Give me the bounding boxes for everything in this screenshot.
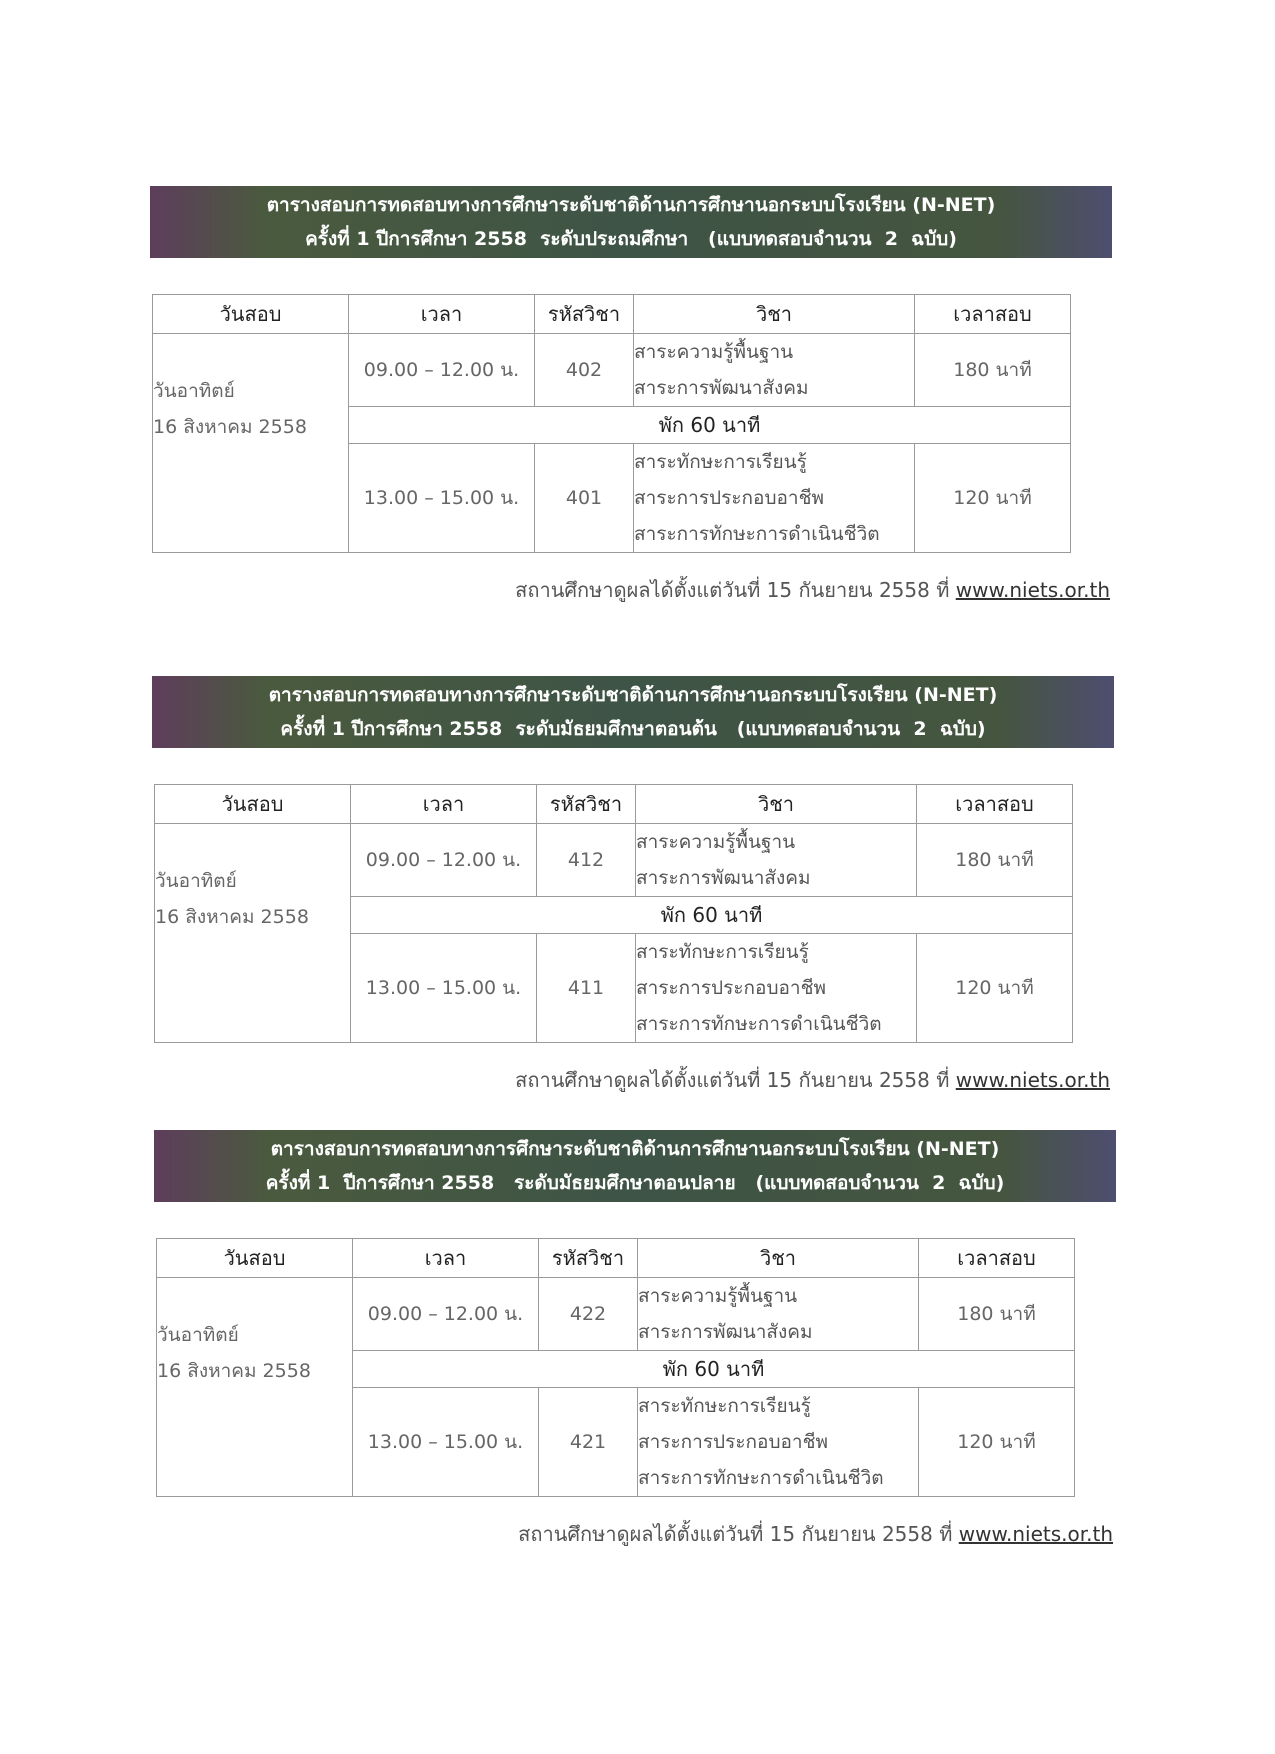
header-duration: เวลาสอบ: [917, 785, 1073, 824]
table-header-row: [157, 1239, 1075, 1278]
header-subject-code: รหัสวิชา: [537, 785, 636, 824]
exam-duration: 120 นาที: [919, 1388, 1075, 1497]
results-note-text: สถานศึกษาดูผลได้ตั้งแต่วันที่ 15 กันยายน 2558 ที่: [515, 1068, 956, 1092]
title-line-1: ตารางสอบการทดสอบทางการศึกษาระดับชาติด้านการศึกษานอกระบบโรงเรียน (N-NET): [268, 684, 998, 706]
header-duration: เวลาสอบ: [915, 295, 1071, 334]
header-subject: วิชา: [634, 295, 915, 334]
exam-date: 16 สิงหาคม 2558: [155, 906, 309, 928]
subject-list: [636, 934, 917, 1043]
exam-date: 16 สิงหาคม 2558: [157, 1360, 311, 1382]
subject-item: สาระการพัฒนาสังคม: [634, 377, 809, 399]
exam-duration: 120 นาที: [915, 444, 1071, 553]
results-note: [518, 1518, 1113, 1550]
subject-item: สาระทักษะการเรียนรู้: [638, 1395, 811, 1417]
header-exam-date: วันสอบ: [157, 1239, 353, 1278]
exam-day: วันอาทิตย์: [155, 870, 237, 892]
title-line-2: ครั้งที่ 1 ปีการศึกษา 2558 ระดับมัธยมศึกษาตอนต้น (แบบทดสอบจำนวน 2 ฉบับ): [280, 718, 986, 740]
schedule-table: [154, 784, 1073, 1043]
header-subject-code: รหัสวิชา: [535, 295, 634, 334]
title-line-2: ครั้งที่ 1 ปีการศึกษา 2558 ระดับมัธยมศึกษาตอนปลาย (แบบทดสอบจำนวน 2 ฉบับ): [265, 1172, 1005, 1194]
header-time: เวลา: [353, 1239, 539, 1278]
exam-duration: 180 นาที: [915, 334, 1071, 407]
session-time: 09.00 – 12.00 น.: [351, 824, 537, 897]
results-note-text: สถานศึกษาดูผลได้ตั้งแต่วันที่ 15 กันยายน 2558 ที่: [518, 1522, 959, 1546]
niets-link[interactable]: www.niets.or.th: [958, 1522, 1113, 1546]
subject-item: สาระทักษะการเรียนรู้: [636, 941, 809, 963]
subject-list: [638, 1388, 919, 1497]
subject-item: สาระการประกอบอาชีพ: [638, 1431, 828, 1453]
exam-day: วันอาทิตย์: [153, 380, 235, 402]
results-note-text: สถานศึกษาดูผลได้ตั้งแต่วันที่ 15 กันยายน 2558 ที่: [515, 578, 956, 602]
header-duration: เวลาสอบ: [919, 1239, 1075, 1278]
header-exam-date: วันสอบ: [155, 785, 351, 824]
subject-item: สาระการพัฒนาสังคม: [636, 867, 811, 889]
header-time: เวลา: [349, 295, 535, 334]
schedule-title-banner: [150, 186, 1112, 258]
table-row: [153, 334, 1071, 407]
session-time: 13.00 – 15.00 น.: [353, 1388, 539, 1497]
exam-date-cell: [155, 824, 351, 1043]
subject-item: สาระความรู้พื้นฐาน: [636, 831, 796, 853]
header-time: เวลา: [351, 785, 537, 824]
header-exam-date: วันสอบ: [153, 295, 349, 334]
subject-item: สาระทักษะการเรียนรู้: [634, 451, 807, 473]
table-row: [157, 1278, 1075, 1351]
niets-link[interactable]: www.niets.or.th: [955, 1068, 1110, 1092]
header-subject: วิชา: [636, 785, 917, 824]
subject-item: สาระการประกอบอาชีพ: [634, 487, 824, 509]
exam-day: วันอาทิตย์: [157, 1324, 239, 1346]
niets-link[interactable]: www.niets.or.th: [955, 578, 1110, 602]
break-label: พัก 60 นาที: [353, 1351, 1075, 1388]
subject-list: [634, 444, 915, 553]
table-row: [155, 824, 1073, 897]
exam-duration: 120 นาที: [917, 934, 1073, 1043]
exam-date-cell: [153, 334, 349, 553]
header-subject-code: รหัสวิชา: [539, 1239, 638, 1278]
subject-code: 411: [537, 934, 636, 1043]
schedule-title-banner: [154, 1130, 1116, 1202]
session-time: 13.00 – 15.00 น.: [351, 934, 537, 1043]
subject-list: [638, 1278, 919, 1351]
subject-list: [636, 824, 917, 897]
subject-item: สาระการทักษะการดำเนินชีวิต: [638, 1467, 884, 1489]
subject-code: 422: [539, 1278, 638, 1351]
exam-duration: 180 นาที: [917, 824, 1073, 897]
subject-code: 402: [535, 334, 634, 407]
table-header-row: [153, 295, 1071, 334]
break-label: พัก 60 นาที: [351, 897, 1073, 934]
schedule-title-banner: [152, 676, 1114, 748]
results-note: [515, 574, 1110, 606]
session-time: 09.00 – 12.00 น.: [349, 334, 535, 407]
subject-code: 421: [539, 1388, 638, 1497]
exam-duration: 180 นาที: [919, 1278, 1075, 1351]
schedule-table: [156, 1238, 1075, 1497]
title-line-2: ครั้งที่ 1 ปีการศึกษา 2558 ระดับประถมศึกษา (แบบทดสอบจำนวน 2 ฉบับ): [305, 228, 957, 250]
subject-list: [634, 334, 915, 407]
subject-item: สาระการพัฒนาสังคม: [638, 1321, 813, 1343]
session-time: 13.00 – 15.00 น.: [349, 444, 535, 553]
subject-item: สาระความรู้พื้นฐาน: [638, 1285, 798, 1307]
schedule-table: [152, 294, 1071, 553]
table-header-row: [155, 785, 1073, 824]
subject-item: สาระการประกอบอาชีพ: [636, 977, 826, 999]
subject-code: 401: [535, 444, 634, 553]
session-time: 09.00 – 12.00 น.: [353, 1278, 539, 1351]
subject-item: สาระความรู้พื้นฐาน: [634, 341, 794, 363]
title-line-1: ตารางสอบการทดสอบทางการศึกษาระดับชาติด้านการศึกษานอกระบบโรงเรียน (N-NET): [270, 1138, 1000, 1160]
exam-date-cell: [157, 1278, 353, 1497]
header-subject: วิชา: [638, 1239, 919, 1278]
title-line-1: ตารางสอบการทดสอบทางการศึกษาระดับชาติด้านการศึกษานอกระบบโรงเรียน (N-NET): [266, 194, 996, 216]
subject-item: สาระการทักษะการดำเนินชีวิต: [634, 523, 880, 545]
subject-item: สาระการทักษะการดำเนินชีวิต: [636, 1013, 882, 1035]
exam-date: 16 สิงหาคม 2558: [153, 416, 307, 438]
results-note: [515, 1064, 1110, 1096]
break-label: พัก 60 นาที: [349, 407, 1071, 444]
subject-code: 412: [537, 824, 636, 897]
